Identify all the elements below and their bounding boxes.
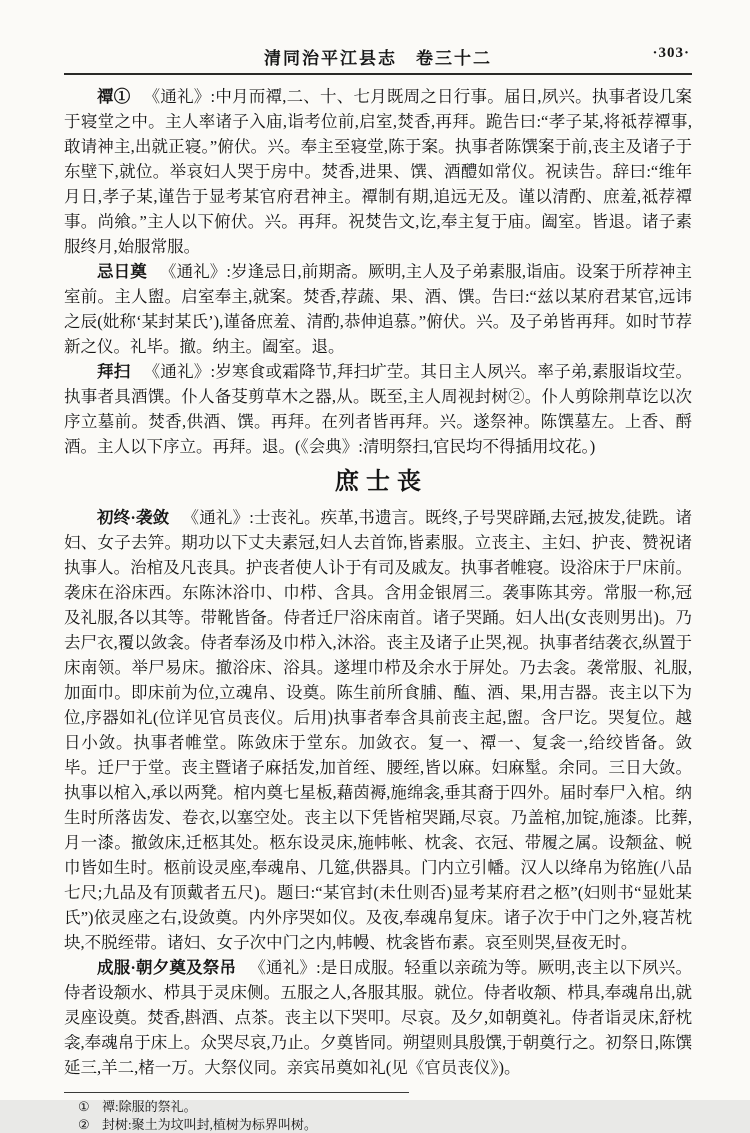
footnote-1 xyxy=(64,1098,692,1116)
entry-term-baisao: 拜扫 xyxy=(97,362,130,381)
paragraph-jiri-dian xyxy=(64,259,692,359)
entry-body-baisao: 《通礼》:岁寒食或霜降节,拜扫圹茔。其日主人夙兴。率子弟,素服诣坟茔。执事者具酒馔。仆人备芟剪草木之器,从。既至,主人周视封树②。仆人剪除荆草讫以次序立墓前。焚香,供酒、馔。再拜。在列者皆再拜。兴。遂祭神。陈馔墓左。上香、酹酒。主人以下序立。再拜。退。(《会典》:清明祭扫,官民均不得插用坟花。) xyxy=(64,362,692,456)
page-number: ·303· xyxy=(652,45,690,62)
footnotes xyxy=(64,1092,692,1133)
footnote-2 xyxy=(64,1116,692,1133)
entry-term-chengfu: 成服·朝夕奠及祭吊 xyxy=(97,958,236,977)
entry-term-tan: 禫① xyxy=(97,87,130,106)
footnote-2-text: 封树:聚土为坟叫封,植树为标界叫树。 xyxy=(102,1116,692,1133)
paragraph-chuzhong-xilian xyxy=(64,505,692,955)
entry-body-chengfu: 《通礼》:是日成服。轻重以亲疏为等。厥明,丧主以下夙兴。侍者设颒水、栉具于灵床侧。五服之人,各服其服。就位。侍者收颒、栉具,奉魂帛出,就灵座设奠。焚香,斟酒、点茶。丧主以下哭叩。尽哀。及夕,如朝奠礼。侍者诣灵床,舒枕衾,奉魂帛于床上。众哭尽哀,乃止。夕奠皆同。朔望则具殷馔,于朝奠行之。初祭日,陈馔延三,羊二,楮一万。大祭仪同。亲宾吊奠如礼(见《官员丧仪》)。 xyxy=(64,958,692,1077)
page-body xyxy=(64,84,692,1080)
page-header xyxy=(64,44,692,70)
header-rule xyxy=(64,73,692,75)
footnote-1-marker: ① xyxy=(78,1098,102,1116)
paragraph-tan xyxy=(64,84,692,259)
paragraph-chengfu xyxy=(64,955,692,1080)
footnote-1-text: 禫:除服的祭礼。 xyxy=(102,1098,692,1116)
footnote-rule xyxy=(64,1092,409,1093)
running-title: 清同治平江县志 卷三十二 xyxy=(64,44,692,69)
section-heading: 庶士丧 xyxy=(64,469,692,495)
entry-body-jiri-dian: 《通礼》:岁逢忌日,前期斋。厥明,主人及子弟素服,诣庙。设案于所荐神主室前。主人盥。启室奉主,就案。焚香,荐蔬、果、酒、馔。告曰:“兹以某府君某官,远讳之辰(妣称‘某封某氏’),谨备庶羞、清酌,恭伸追慕。”俯伏。兴。及子弟皆再拜。如时节荐新之仪。礼毕。撤。纳主。阖室。退。 xyxy=(64,262,692,356)
entry-term-chuzhong-xilian: 初终·袭敛 xyxy=(97,508,169,527)
entry-body-tan: 《通礼》:中月而禫,二、十、七月既周之日行事。届日,夙兴。执事者设几案于寝堂之中。主人率诸子入庙,诣考位前,启室,焚香,再拜。跪告曰:“孝子某,将祗荐禫事,敢请神主,出就正寝。”俯伏。兴。奉主至寝堂,陈于案。执事者陈馔案于前,丧主及诸子于东壁下,就位。举哀妇人哭于房中。焚香,进果、馔、酒醴如常仪。祝读告。辞曰:“维年月日,孝子某,谨告于显考某官府君神主。禫制有期,追远无及。谨以清酌、庶羞,祗荐禫事。尚飨。”主人以下俯伏。兴。再拜。祝焚告文,讫,奉主复于庙。阖室。皆退。诸子素服终月,始服常服。 xyxy=(64,87,692,256)
entry-term-jiri-dian: 忌日奠 xyxy=(97,262,147,281)
footnote-2-marker: ② xyxy=(78,1116,102,1133)
entry-body-chuzhong-xilian: 《通礼》:士丧礼。疾革,书遗言。既终,子号哭辟踊,去冠,披发,徒跣。诸妇、女子去笄。期功以下丈夫素冠,妇人去首饰,皆素服。立丧主、主妇、护丧、赞祝诸执事人。治棺及凡丧具。护丧者使人讣于有司及戚友。执事者帷寝。设浴床于尸床前。袭床在浴床西。东陈沐浴巾、巾栉、含具。含用金银屑三。袭事陈其旁。常服一称,冠及礼服,各以其等。带靴皆备。侍者迁尸浴床南首。诸子哭踊。妇人出(女丧则男出)。乃去尸衣,覆以敛衾。侍者奉汤及巾栉入,沐浴。丧主及诸子止哭,视。执事者结袭衣,纵置于床南领。举尸易床。撤浴床、浴具。遂埋巾栉及余水于屏处。乃去衾。袭常服、礼服,加面巾。即床前为位,立魂帛、设奠。陈生前所食脯、醢、酒、果,用吉器。丧主以下为位,序器如礼(位详见官员丧仪。后用)执事者奉含具前丧主起,盥。含尸讫。哭复位。越日小敛。执事者帷堂。陈敛床于堂东。加敛衣。复一、禫一、复衾一,给绞皆备。敛毕。迁尸于堂。丧主暨诸子麻括发,加首绖、腰绖,皆以麻。妇麻髽。余同。三日大敛。执事以棺入,承以两凳。棺内奠七星板,藉茵褥,施绵衾,垂其裔于四外。届时奉尸入棺。纳生时所落齿发、卷衣,以塞空处。丧主以下凭皆棺哭踊,尽哀。乃盖棺,加锭,施漆。比葬,月一漆。撤敛床,迁柩其处。柩东设灵床,施帏帐、枕衾、衣冠、带履之属。设颒盆、帨巾皆如生时。柩前设灵座,奉魂帛、几筵,供器具。门内立引幡。汉人以绛帛为铭旌(八品七尺;九品及有顶戴者五尺)。题曰:“某官封(未仕则否)显考某府君之柩”(妇则书“显妣某氏”)依灵座之右,设敛奠。内外序哭如仪。及夜,奉魂帛复床。诸子次于中门之外,寝苫枕块,不脱绖带。诸妇、女子次中门之内,帏幔、枕衾皆布素。哀至则哭,昼夜无时。 xyxy=(64,508,692,952)
paragraph-baisao xyxy=(64,359,692,459)
